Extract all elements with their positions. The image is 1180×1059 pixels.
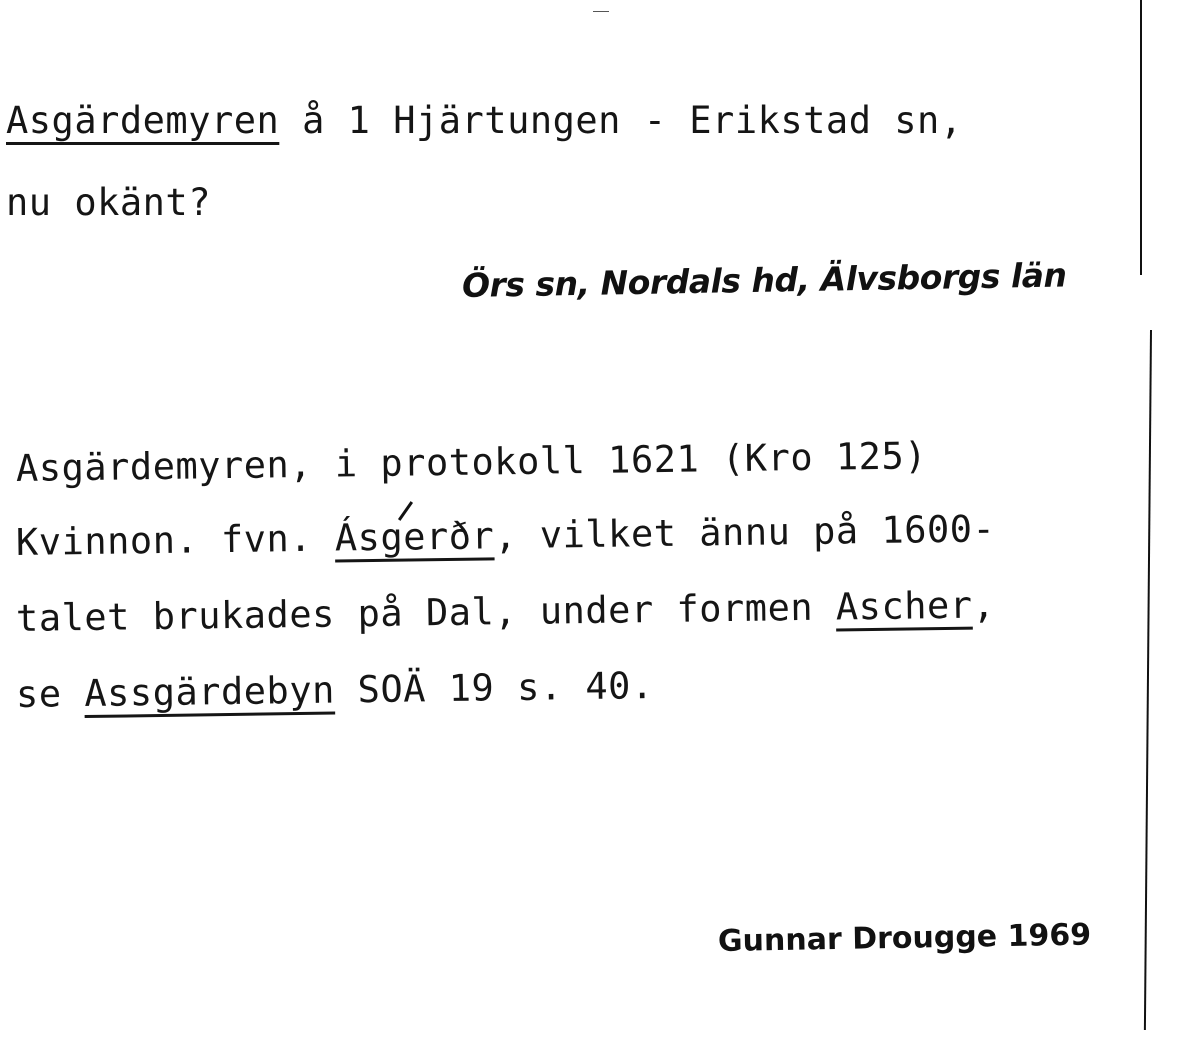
- old-norse-name: Ásgerðr: [334, 514, 495, 560]
- heading-place-name: Asgärdemyren: [6, 99, 280, 142]
- dal-form-name: Ascher: [835, 583, 973, 629]
- body-line-2-rest: , vilket ännu på 1600-: [493, 507, 996, 558]
- heading-line-2: nu okänt?: [6, 181, 211, 224]
- body-line-3-text: talet brukades på Dal, under formen: [15, 585, 837, 640]
- body-line-4-rest: SOÄ 19 s. 40.: [334, 664, 654, 712]
- body-line-2-text: Kvinnon. fvn.: [15, 516, 336, 564]
- card-right-border-top: [1140, 0, 1142, 275]
- body-line-2: [16, 507, 996, 564]
- heading-line-1: [6, 99, 963, 142]
- card-right-border-bottom: [1144, 330, 1152, 1030]
- heading-location: å 1 Hjärtungen - Erikstad sn,: [279, 99, 963, 142]
- body-line-1: Asgärdemyren, i protokoll 1621 (Kro 125): [15, 434, 928, 490]
- body-line-3: [16, 583, 996, 640]
- author-stamp: Gunnar Drougge 1969: [717, 917, 1092, 959]
- body-line-4: [16, 664, 654, 716]
- body-line-4-text: se: [15, 672, 85, 716]
- scan-artifact-tick: [593, 11, 609, 12]
- parish-stamp: Örs sn, Nordals hd, Älvsborgs län: [461, 255, 1067, 305]
- body-line-3-rest: ,: [972, 583, 996, 627]
- reference-name: Assgärdebyn: [84, 668, 336, 716]
